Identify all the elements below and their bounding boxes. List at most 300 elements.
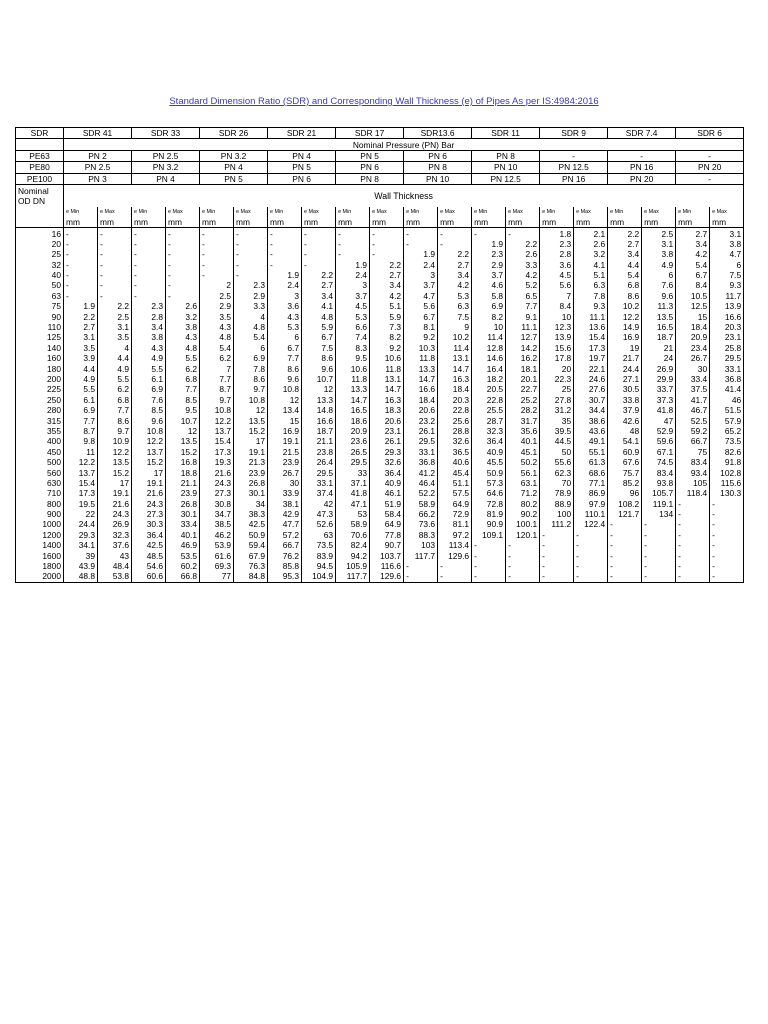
table-row — [16, 395, 744, 405]
table-row — [16, 384, 744, 394]
thickness-cell: 66.7 — [268, 540, 302, 550]
thickness-cell: 6.1 — [64, 395, 98, 405]
thickness-cell: 77.8 — [370, 530, 404, 540]
thickness-cell: - — [98, 260, 132, 270]
thickness-cell: - — [540, 550, 574, 560]
thickness-cell: 3.6 — [268, 301, 302, 311]
thickness-cell: 21.1 — [166, 478, 200, 488]
thickness-cell: 88.3 — [404, 530, 438, 540]
nominal-od-cell: 110 — [16, 322, 64, 332]
thickness-cell: 108.2 — [608, 499, 642, 509]
thickness-cell: 66.8 — [166, 571, 200, 582]
thickness-cell: 111.2 — [540, 519, 574, 529]
thickness-cell: 46.7 — [676, 405, 710, 415]
nominal-od-cell: 1600 — [16, 550, 64, 560]
thickness-cell: - — [404, 228, 438, 239]
pressure-cell: - — [676, 150, 744, 161]
thickness-cell: 42.9 — [268, 509, 302, 519]
table-row — [16, 311, 744, 321]
table-row — [16, 363, 744, 373]
thickness-cell: 3.6 — [540, 260, 574, 270]
thickness-cell: 66.2 — [404, 509, 438, 519]
thickness-cell: - — [166, 249, 200, 259]
thickness-cell: - — [166, 291, 200, 301]
thickness-cell: 10.8 — [268, 384, 302, 394]
thickness-cell: 6.2 — [98, 384, 132, 394]
thickness-cell: 130.3 — [710, 488, 744, 498]
thickness-cell: 13.7 — [132, 447, 166, 457]
thickness-cell: - — [132, 239, 166, 249]
thickness-cell: 5.3 — [336, 311, 370, 321]
thickness-cell: 18.2 — [472, 374, 506, 384]
thickness-cell: 90.2 — [506, 509, 540, 519]
thickness-cell: 7.5 — [302, 343, 336, 353]
thickness-cell: 16.6 — [302, 415, 336, 425]
thickness-cell: 21.6 — [98, 499, 132, 509]
thickness-cell: 54.1 — [608, 436, 642, 446]
thickness-cell: 6 — [642, 270, 676, 280]
thickness-cell: 10.8 — [200, 405, 234, 415]
sdr-wall-thickness-table — [15, 127, 744, 583]
thickness-cell: 50 — [540, 447, 574, 457]
thickness-cell: - — [302, 260, 336, 270]
pressure-cell: PN 10 — [472, 162, 540, 173]
table-row — [16, 332, 744, 342]
thickness-cell: 9.5 — [166, 405, 200, 415]
thickness-cell: - — [642, 550, 676, 560]
thickness-cell: 1.9 — [336, 260, 370, 270]
thickness-cell: 103.7 — [370, 550, 404, 560]
blank-cell — [16, 207, 64, 217]
table-row — [16, 561, 744, 571]
thickness-cell: - — [268, 228, 302, 239]
thickness-cell: - — [540, 561, 574, 571]
thickness-cell: 22.1 — [574, 363, 608, 373]
thickness-cell: 16.2 — [506, 353, 540, 363]
thickness-cell: 10.2 — [438, 332, 472, 342]
thickness-cell: - — [166, 280, 200, 290]
thickness-cell: 12.8 — [472, 343, 506, 353]
thickness-cell: 23.9 — [268, 457, 302, 467]
thickness-cell: 5.1 — [574, 270, 608, 280]
thickness-cell: 38.6 — [574, 415, 608, 425]
thickness-cell: 2.7 — [370, 270, 404, 280]
unit-label: mm — [608, 217, 642, 228]
thickness-cell: 4 — [234, 311, 268, 321]
pressure-cell: PN 5 — [336, 150, 404, 161]
thickness-cell: 30.1 — [234, 488, 268, 498]
thickness-cell: 93.8 — [642, 478, 676, 488]
thickness-cell: 5.4 — [676, 260, 710, 270]
thickness-cell: - — [98, 239, 132, 249]
table-row — [16, 270, 744, 280]
thickness-cell: 2.2 — [370, 260, 404, 270]
thickness-cell: 29.5 — [404, 436, 438, 446]
thickness-cell: 16.9 — [608, 332, 642, 342]
thickness-cell: 76.2 — [268, 550, 302, 560]
thickness-cell: 3.4 — [132, 322, 166, 332]
thickness-cell: 2.2 — [438, 249, 472, 259]
thickness-cell: - — [200, 260, 234, 270]
thickness-cell: - — [608, 519, 642, 529]
thickness-cell: 9.5 — [336, 353, 370, 363]
thickness-cell: 3.1 — [642, 239, 676, 249]
thickness-cell: 104.9 — [302, 571, 336, 582]
thickness-cell: 65.2 — [710, 426, 744, 436]
thickness-cell: 21.1 — [302, 436, 336, 446]
thickness-cell: 5.5 — [132, 363, 166, 373]
thickness-cell: 41.2 — [404, 467, 438, 477]
thickness-cell: 69.3 — [200, 561, 234, 571]
thickness-cell: 120.1 — [506, 530, 540, 540]
thickness-cell: 12.7 — [506, 332, 540, 342]
table-row — [16, 478, 744, 488]
thickness-cell: 20.6 — [370, 415, 404, 425]
wall-thickness-caption: Wall Thickness — [64, 184, 744, 207]
thickness-cell: 28.8 — [438, 426, 472, 436]
thickness-cell: 3.4 — [608, 249, 642, 259]
thickness-cell: - — [676, 561, 710, 571]
e-min-label: e Min — [336, 207, 370, 217]
thickness-cell: 21.6 — [200, 467, 234, 477]
thickness-cell: - — [710, 519, 744, 529]
thickness-cell: - — [200, 270, 234, 280]
thickness-cell: 23.9 — [234, 467, 268, 477]
thickness-cell: - — [404, 561, 438, 571]
thickness-cell: - — [336, 249, 370, 259]
thickness-cell: - — [472, 550, 506, 560]
unit-label: mm — [64, 217, 98, 228]
thickness-cell: 15.6 — [540, 343, 574, 353]
thickness-cell: 26.1 — [404, 426, 438, 436]
thickness-cell: 47.7 — [268, 519, 302, 529]
thickness-cell: - — [710, 530, 744, 540]
table-row — [16, 291, 744, 301]
thickness-cell: 7.8 — [234, 363, 268, 373]
thickness-cell: 18.4 — [676, 322, 710, 332]
nominal-od-cell: 140 — [16, 343, 64, 353]
thickness-cell: 23.1 — [710, 332, 744, 342]
sdr-header-cell: SDR13.6 — [404, 128, 472, 139]
thickness-cell: - — [132, 260, 166, 270]
thickness-cell: 25.5 — [472, 405, 506, 415]
thickness-cell: - — [370, 239, 404, 249]
thickness-cell: 24.6 — [574, 374, 608, 384]
unit-label: mm — [710, 217, 744, 228]
nominal-od-cell: 225 — [16, 384, 64, 394]
thickness-cell: 8.4 — [540, 301, 574, 311]
e-min-label: e Min — [200, 207, 234, 217]
thickness-cell: 9.1 — [506, 311, 540, 321]
thickness-cell: 21.6 — [132, 488, 166, 498]
thickness-cell: 42.5 — [234, 519, 268, 529]
thickness-cell: 4.4 — [64, 363, 98, 373]
thickness-cell: 13.5 — [166, 436, 200, 446]
thickness-cell: 5.3 — [438, 291, 472, 301]
thickness-cell: 2.6 — [506, 249, 540, 259]
sdr-header-cell: SDR 6 — [676, 128, 744, 139]
thickness-cell: 59.6 — [642, 436, 676, 446]
pressure-row — [16, 150, 744, 161]
thickness-cell: 19.1 — [132, 478, 166, 488]
thickness-cell: 8.6 — [302, 353, 336, 363]
thickness-cell: 2 — [200, 280, 234, 290]
thickness-cell: 18.6 — [336, 415, 370, 425]
e-min-label: e Min — [676, 207, 710, 217]
thickness-cell: 29.9 — [642, 374, 676, 384]
thickness-cell: 73.5 — [710, 436, 744, 446]
thickness-cell: 8.6 — [608, 291, 642, 301]
unit-label: mm — [98, 217, 132, 228]
table-row — [16, 447, 744, 457]
thickness-cell: 19 — [608, 343, 642, 353]
nominal-od-cell: 2000 — [16, 571, 64, 582]
unit-label: mm — [234, 217, 268, 228]
pressure-cell: PN 20 — [608, 173, 676, 184]
thickness-cell: 103 — [404, 540, 438, 550]
thickness-cell: - — [234, 249, 268, 259]
thickness-cell: 78.9 — [540, 488, 574, 498]
nominal-od-cell: 280 — [16, 405, 64, 415]
thickness-cell: 20.9 — [336, 426, 370, 436]
thickness-cell: 6.8 — [98, 395, 132, 405]
thickness-cell: - — [642, 519, 676, 529]
pressure-cell: PN 6 — [404, 150, 472, 161]
thickness-cell: 12 — [234, 405, 268, 415]
thickness-cell: 14.7 — [336, 395, 370, 405]
thickness-cell: 26.1 — [370, 436, 404, 446]
thickness-cell: 58.9 — [404, 499, 438, 509]
thickness-cell: 42 — [302, 499, 336, 509]
thickness-cell: - — [710, 509, 744, 519]
thickness-cell: - — [540, 540, 574, 550]
thickness-cell: 73.5 — [302, 540, 336, 550]
thickness-cell: 17 — [234, 436, 268, 446]
thickness-cell: 2.2 — [302, 270, 336, 280]
thickness-cell: 4.4 — [608, 260, 642, 270]
thickness-cell: 3.9 — [64, 353, 98, 363]
e-min-label: e Min — [64, 207, 98, 217]
thickness-cell: 40.6 — [438, 457, 472, 467]
thickness-cell: 5.9 — [370, 311, 404, 321]
thickness-cell: 2.7 — [438, 260, 472, 270]
thickness-cell: - — [268, 260, 302, 270]
thickness-cell: 15.4 — [64, 478, 98, 488]
thickness-cell: 2.3 — [132, 301, 166, 311]
thickness-cell: 50.9 — [234, 530, 268, 540]
thickness-cell: - — [64, 270, 98, 280]
table-row — [16, 249, 744, 259]
thickness-cell: 100.1 — [506, 519, 540, 529]
thickness-cell: - — [370, 228, 404, 239]
thickness-cell: - — [302, 239, 336, 249]
e-min-label: e Min — [472, 207, 506, 217]
e-min-label: e Min — [132, 207, 166, 217]
thickness-cell: - — [200, 239, 234, 249]
thickness-cell: 105.9 — [336, 561, 370, 571]
e-max-label: e Max — [302, 207, 336, 217]
pressure-cell: - — [676, 173, 744, 184]
thickness-cell: 4.2 — [438, 280, 472, 290]
thickness-cell: - — [234, 260, 268, 270]
thickness-cell: 13.5 — [642, 311, 676, 321]
thickness-cell: 41.7 — [676, 395, 710, 405]
thickness-cell: 3.4 — [676, 239, 710, 249]
thickness-cell: - — [710, 540, 744, 550]
thickness-cell: 20.5 — [472, 384, 506, 394]
thickness-cell: 117.7 — [404, 550, 438, 560]
thickness-cell: 6.9 — [64, 405, 98, 415]
e-max-label: e Max — [506, 207, 540, 217]
thickness-cell: - — [472, 540, 506, 550]
nominal-od-cell: 160 — [16, 353, 64, 363]
thickness-cell: 12.2 — [98, 447, 132, 457]
thickness-cell: 3.4 — [438, 270, 472, 280]
thickness-cell: 8.4 — [676, 280, 710, 290]
thickness-cell: 27.3 — [200, 488, 234, 498]
thickness-cell: 10.6 — [370, 353, 404, 363]
thickness-cell: 8.2 — [472, 311, 506, 321]
thickness-cell: 2.3 — [472, 249, 506, 259]
nominal-od-cell: 16 — [16, 228, 64, 239]
thickness-cell: 81.1 — [438, 519, 472, 529]
table-row — [16, 457, 744, 467]
thickness-cell: 3.8 — [642, 249, 676, 259]
nominal-od-cell: 1800 — [16, 561, 64, 571]
thickness-cell: - — [608, 561, 642, 571]
thickness-cell: - — [710, 499, 744, 509]
thickness-cell: - — [540, 530, 574, 540]
thickness-cell: 50.2 — [506, 457, 540, 467]
thickness-cell: - — [438, 228, 472, 239]
table-row — [16, 499, 744, 509]
unit-label: mm — [506, 217, 540, 228]
unit-label: mm — [268, 217, 302, 228]
thickness-cell: 13.1 — [438, 353, 472, 363]
thickness-cell: 10.2 — [608, 301, 642, 311]
thickness-cell: 11.4 — [472, 332, 506, 342]
pressure-cell: - — [540, 150, 608, 161]
unit-label: mm — [404, 217, 438, 228]
thickness-cell: - — [98, 270, 132, 280]
thickness-cell: 116.6 — [370, 561, 404, 571]
thickness-cell: 3.1 — [64, 332, 98, 342]
nominal-od-cell: 315 — [16, 415, 64, 425]
thickness-cell: - — [574, 561, 608, 571]
thickness-cell: 15.2 — [166, 447, 200, 457]
thickness-cell: 59.4 — [234, 540, 268, 550]
e-min-label: e Min — [540, 207, 574, 217]
thickness-cell: 105 — [676, 478, 710, 488]
thickness-cell: - — [234, 270, 268, 280]
e-min-label: e Min — [404, 207, 438, 217]
thickness-cell: 21.5 — [268, 447, 302, 457]
thickness-cell: 3.8 — [132, 332, 166, 342]
table-row — [16, 488, 744, 498]
thickness-cell: 1.8 — [540, 228, 574, 239]
thickness-cell: 45.4 — [438, 467, 472, 477]
nominal-od-cell: 630 — [16, 478, 64, 488]
e-max-label: e Max — [370, 207, 404, 217]
thickness-cell: - — [200, 249, 234, 259]
thickness-cell: 26.7 — [676, 353, 710, 363]
thickness-cell: - — [642, 571, 676, 582]
thickness-cell: 33.4 — [166, 519, 200, 529]
thickness-cell: 43 — [98, 550, 132, 560]
nominal-od-cell: 450 — [16, 447, 64, 457]
thickness-cell: 51.1 — [438, 478, 472, 488]
e-max-label: e Max — [642, 207, 676, 217]
table-row — [16, 322, 744, 332]
thickness-cell: 7.6 — [642, 280, 676, 290]
unit-label: mm — [676, 217, 710, 228]
thickness-cell: 13.7 — [200, 426, 234, 436]
thickness-cell: 33.7 — [642, 384, 676, 394]
pressure-cell: PN 6 — [336, 162, 404, 173]
pressure-caption-row — [16, 139, 744, 150]
thickness-cell: 2.2 — [608, 228, 642, 239]
thickness-cell: 10 — [472, 322, 506, 332]
thickness-cell: 8.2 — [370, 332, 404, 342]
thickness-cell: 12 — [166, 426, 200, 436]
thickness-cell: 109.1 — [472, 530, 506, 540]
thickness-cell: 53 — [336, 509, 370, 519]
thickness-cell: - — [676, 571, 710, 582]
pressure-caption: Nominal Pressure (PN) Bar — [64, 139, 744, 150]
thickness-cell: 15.4 — [200, 436, 234, 446]
thickness-cell: 46.9 — [166, 540, 200, 550]
table-row — [16, 405, 744, 415]
thickness-cell: 30 — [268, 478, 302, 488]
thickness-cell: 2.7 — [64, 322, 98, 332]
thickness-cell: 37.1 — [336, 478, 370, 488]
sdr-header-cell: SDR 11 — [472, 128, 540, 139]
unit-label: mm — [642, 217, 676, 228]
thickness-cell: 70 — [540, 478, 574, 488]
thickness-cell: 86.9 — [574, 488, 608, 498]
thickness-cell: 4.9 — [98, 363, 132, 373]
table-row — [16, 260, 744, 270]
thickness-cell: 13.3 — [336, 384, 370, 394]
thickness-cell: 15 — [268, 415, 302, 425]
thickness-cell: 3.4 — [302, 291, 336, 301]
thickness-cell: 17.3 — [574, 343, 608, 353]
pressure-cell: PN 4 — [132, 173, 200, 184]
thickness-cell: 52.9 — [642, 426, 676, 436]
thickness-cell: 16.9 — [268, 426, 302, 436]
thickness-cell: 4.3 — [268, 311, 302, 321]
thickness-cell: 4.1 — [302, 301, 336, 311]
thickness-cell: 22.8 — [472, 395, 506, 405]
thickness-cell: 2.5 — [98, 311, 132, 321]
thickness-cell: 5.4 — [234, 332, 268, 342]
thickness-cell: 5.8 — [472, 291, 506, 301]
thickness-cell: 51.5 — [710, 405, 744, 415]
thickness-cell: 5.1 — [370, 301, 404, 311]
thickness-cell: 121.7 — [608, 509, 642, 519]
thickness-cell: 2.5 — [200, 291, 234, 301]
thickness-cell: 82.4 — [336, 540, 370, 550]
thickness-cell: 47.1 — [336, 499, 370, 509]
thickness-cell: - — [506, 550, 540, 560]
thickness-cell: 8.3 — [336, 343, 370, 353]
thickness-cell: 3 — [268, 291, 302, 301]
thickness-cell: - — [166, 260, 200, 270]
pe-grade-label: PE100 — [16, 173, 64, 184]
thickness-cell: 117.7 — [336, 571, 370, 582]
thickness-cell: 6.7 — [404, 311, 438, 321]
thickness-cell: - — [506, 561, 540, 571]
